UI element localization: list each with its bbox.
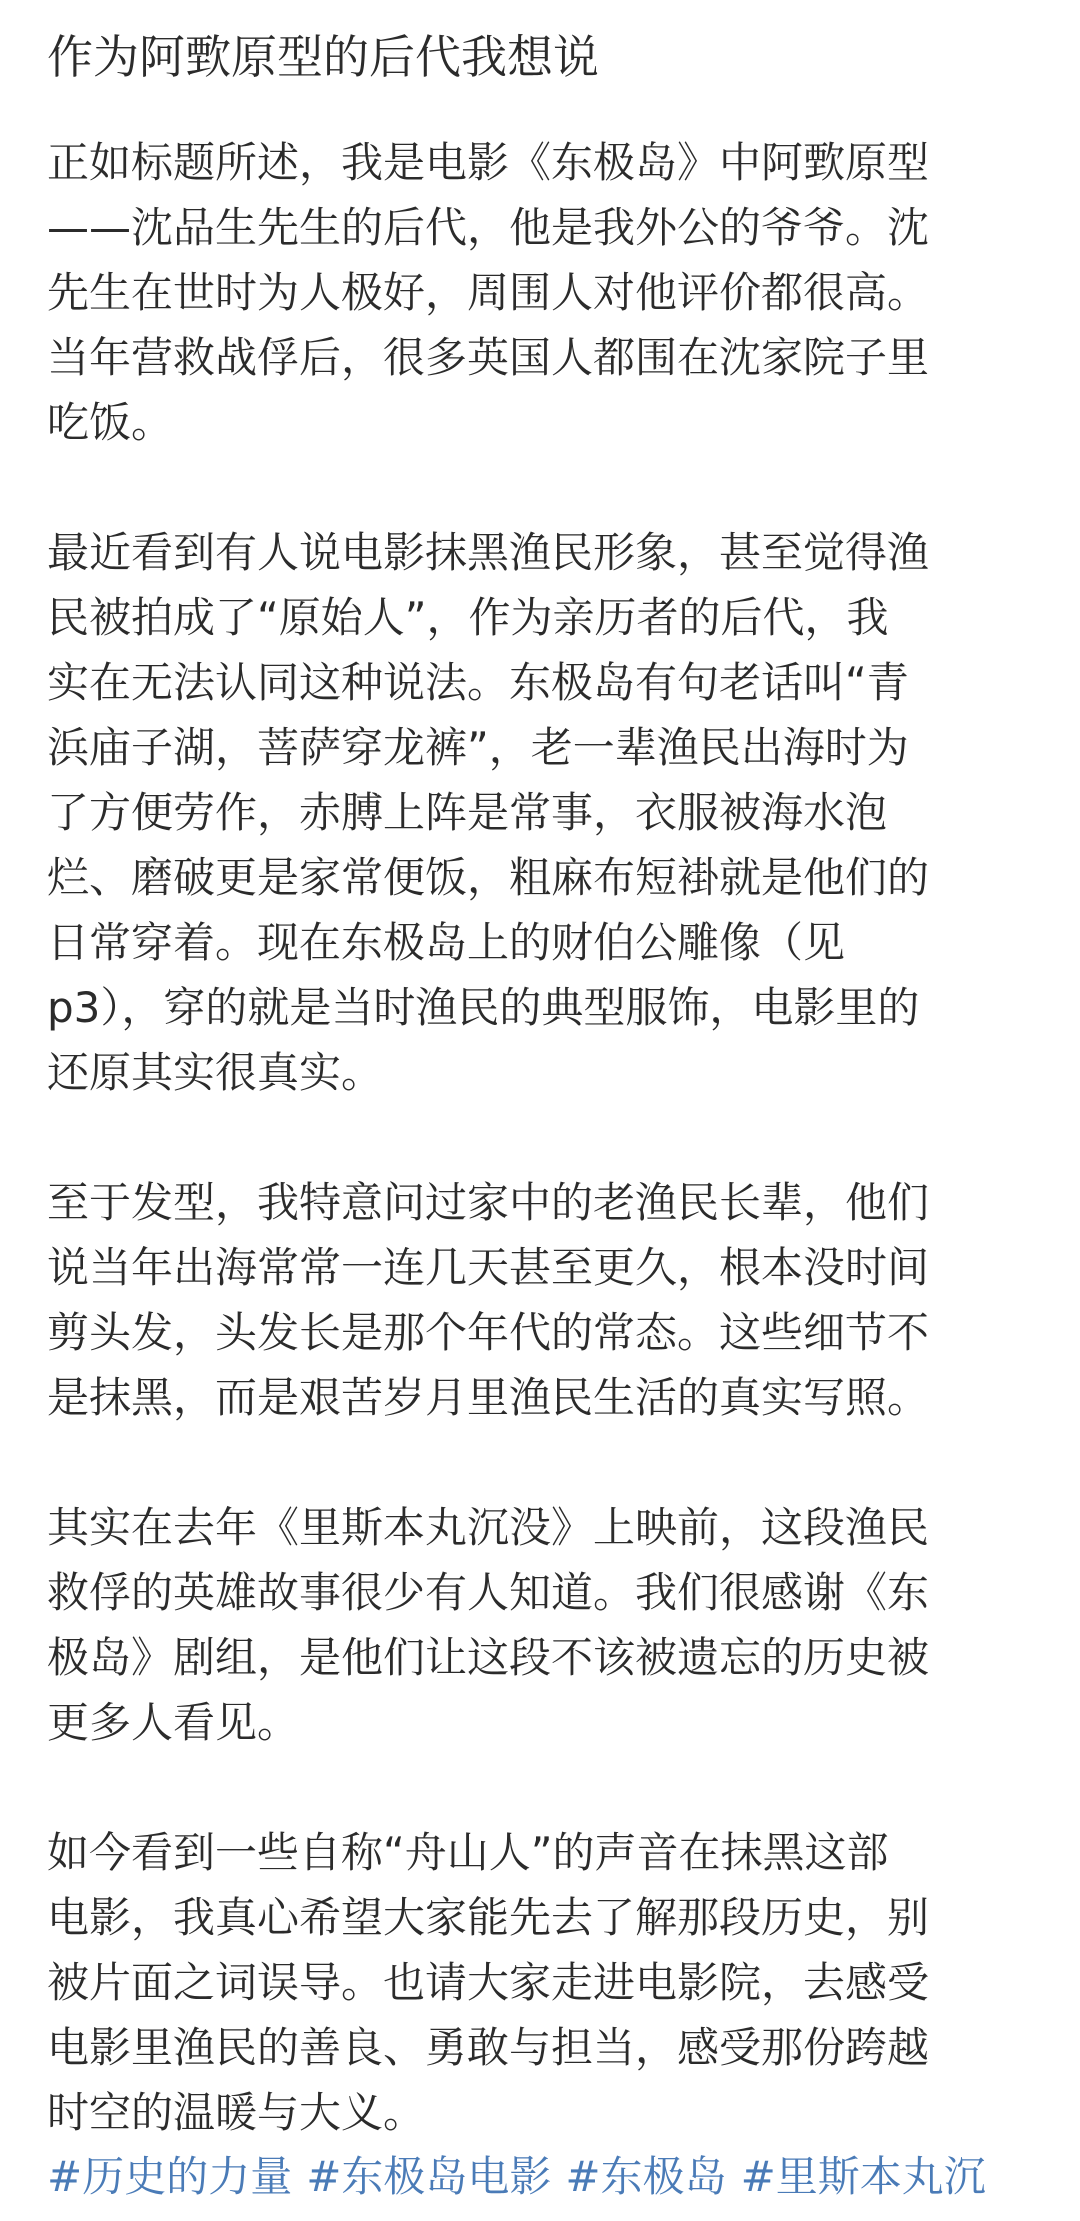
post-title: 作为阿歅原型的后代我想说: [47, 30, 599, 84]
hashtag-link[interactable]: #历史的力量: [47, 2152, 293, 2201]
paragraph-4: 其实在去年《里斯本丸沉没》上映前，这段渔民 救俘的英雄故事很少有人知道。我们很感谢《东 极岛》剧组，是他们让这段不该被遗忘的历史被 更多人看见。: [47, 1503, 930, 1747]
paragraph-2: 最近看到有人说电影抹黑渔民形象，甚至觉得渔 民被拍成了“原始人”，作为亲历者的后代，我 实在无法认同这种说法。东极岛有句老话叫“青 浜庙子湖，菩萨穿龙裤”，老一辈渔民出海时为 了方便劳作，赤膊上阵是常事，衣服被海水泡 烂、磨破更是家常便饭，粗麻布短褂就是他们的 日常穿着。现在东极岛上的财伯公雕像（见 p3），穿的就是当时渔民的典型服饰，电影里的 还原其实很真实。: [47, 528, 930, 1097]
paragraph-1: 正如标题所述，我是电影《东极岛》中阿歅原型 ——沈品生先生的后代，他是我外公的爷爷。沈 先生在世时为人极好，周围人对他评价都很高。 当年营救战俘后，很多英国人都围在沈家院子里 吃饭。: [47, 138, 930, 447]
hashtag-row: [47, 2147, 1047, 2207]
post-content: [47, 0, 1047, 2207]
hashtag-link[interactable]: #东极岛: [565, 2152, 727, 2201]
paragraph-5: 如今看到一些自称“舟山人”的声音在抹黑这部 电影，我真心希望大家能先去了解那段历史，别 被片面之词误导。也请大家走进电影院，去感受 电影里渔民的善良、勇敢与担当，感受那份跨越 时空的温暖与大义。: [47, 1828, 930, 2137]
hashtag-link[interactable]: #里斯本丸沉: [740, 2152, 986, 2201]
hashtag-link[interactable]: #东极岛电影: [306, 2152, 552, 2201]
paragraph-3: 至于发型，我特意问过家中的老渔民长辈，他们 说当年出海常常一连几天甚至更久，根本没时间 剪头发，头发长是那个年代的常态。这些细节不 是抹黑，而是艰苦岁月里渔民生活的真实写照。: [47, 1178, 930, 1422]
